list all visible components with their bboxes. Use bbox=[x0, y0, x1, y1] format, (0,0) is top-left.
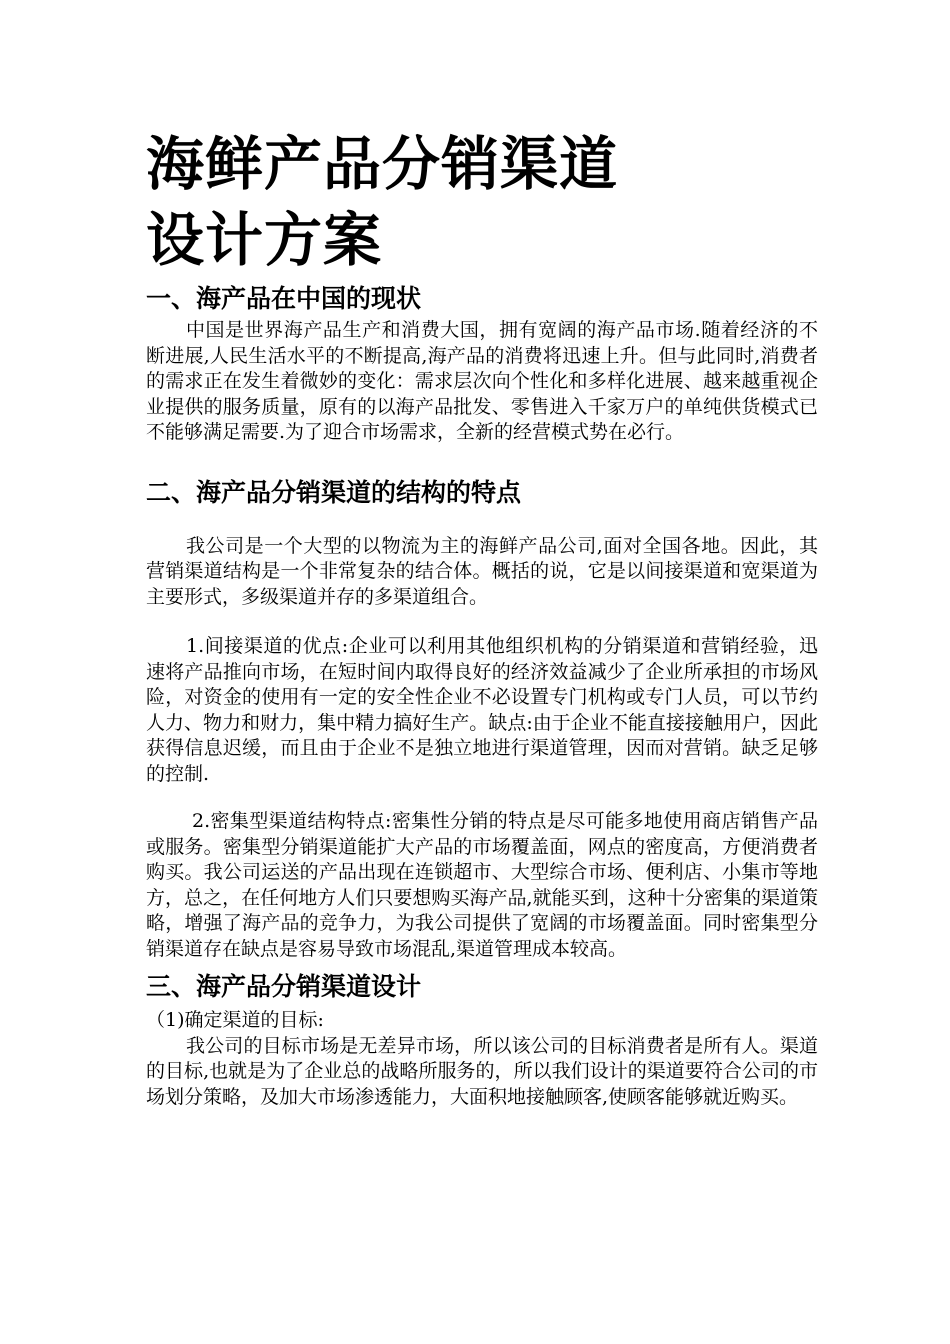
section-1-heading: 一、海产品在中国的现状 bbox=[146, 284, 422, 313]
section-1-paragraph-1: 中国是世界海产品生产和消费大国，拥有宽阔的海产品市场.随着经济的不断进展,人民生活水平的不断提高,海产品的消费将迅速上升。但与此同时,消费者的需求正在发生着微妙的变化：需求层次向个性化和多样化进展、越来越重视企业提供的服务质量，原有的以海产品批发、零售进入千家万户的单纯供货模式已不能够满足需要.为了迎合市场需求，全新的经营模式势在必行。 bbox=[146, 319, 818, 443]
document-title bbox=[146, 126, 818, 278]
title-line-1: 海鲜产品分销渠道 bbox=[146, 130, 619, 198]
section-2-paragraph-1: 我公司是一个大型的以物流为主的海鲜产品公司,面对全国各地。因此，其营销渠道结构是一个非常复杂的结合体。概括的说，它是以间接渠道和宽渠道为主要形式，多级渠道并存的多渠道组合。 bbox=[146, 534, 818, 608]
section-2-heading: 二、海产品分销渠道的结构的特点 bbox=[146, 477, 522, 507]
section-3-subheading: （1)确定渠道的目标: bbox=[146, 1009, 324, 1031]
section-2-paragraph-2: 1.间接渠道的优点:企业可以利用其他组织机构的分销渠道和营销经验，迅速将产品推向市场，在短时间内取得良好的经济效益减少了企业所承担的市场风险，对资金的使用有一定的安全性企业不必设置专门机构或专门人员，可以节约人力、物力和财力，集中精力搞好生产。缺点:由于企业不能直接接触用户，因此获得信息迟缓，而且由于企业不是独立地进行渠道管理，因而对营销。缺乏足够的控制. bbox=[146, 635, 818, 785]
section-3-heading: 三、海产品分销渠道设计 bbox=[146, 972, 422, 1001]
title-line-2: 设计方案 bbox=[146, 206, 383, 274]
section-3-paragraph-1: 我公司的目标市场是无差异市场，所以该公司的目标消费者是所有人。渠道的目标,也就是为了企业总的战略所服务的，所以我们设计的渠道要符合公司的市场划分策略，及加大市场渗透能力，大面积地接触顾客,使顾客能够就近购买。 bbox=[146, 1034, 818, 1108]
document-page bbox=[146, 126, 818, 1110]
section-2-paragraph-3: 2.密集型渠道结构特点:密集性分销的特点是尽可能多地使用商店销售产品或服务。密集型分销渠道能扩大产品的市场覆盖面，网点的密度高，方便消费者购买。我公司运送的产品出现在连锁超市、大型综合市场、便利店、小集市等地方，总之，在任何地方人们只要想购买海产品,就能买到，这种十分密集的渠道策略，增强了海产品的竞争力，为我公司提供了宽阔的市场覆盖面。同时密集型分销渠道存在缺点是容易导致市场混乱,渠道管理成本较高。 bbox=[146, 810, 818, 960]
